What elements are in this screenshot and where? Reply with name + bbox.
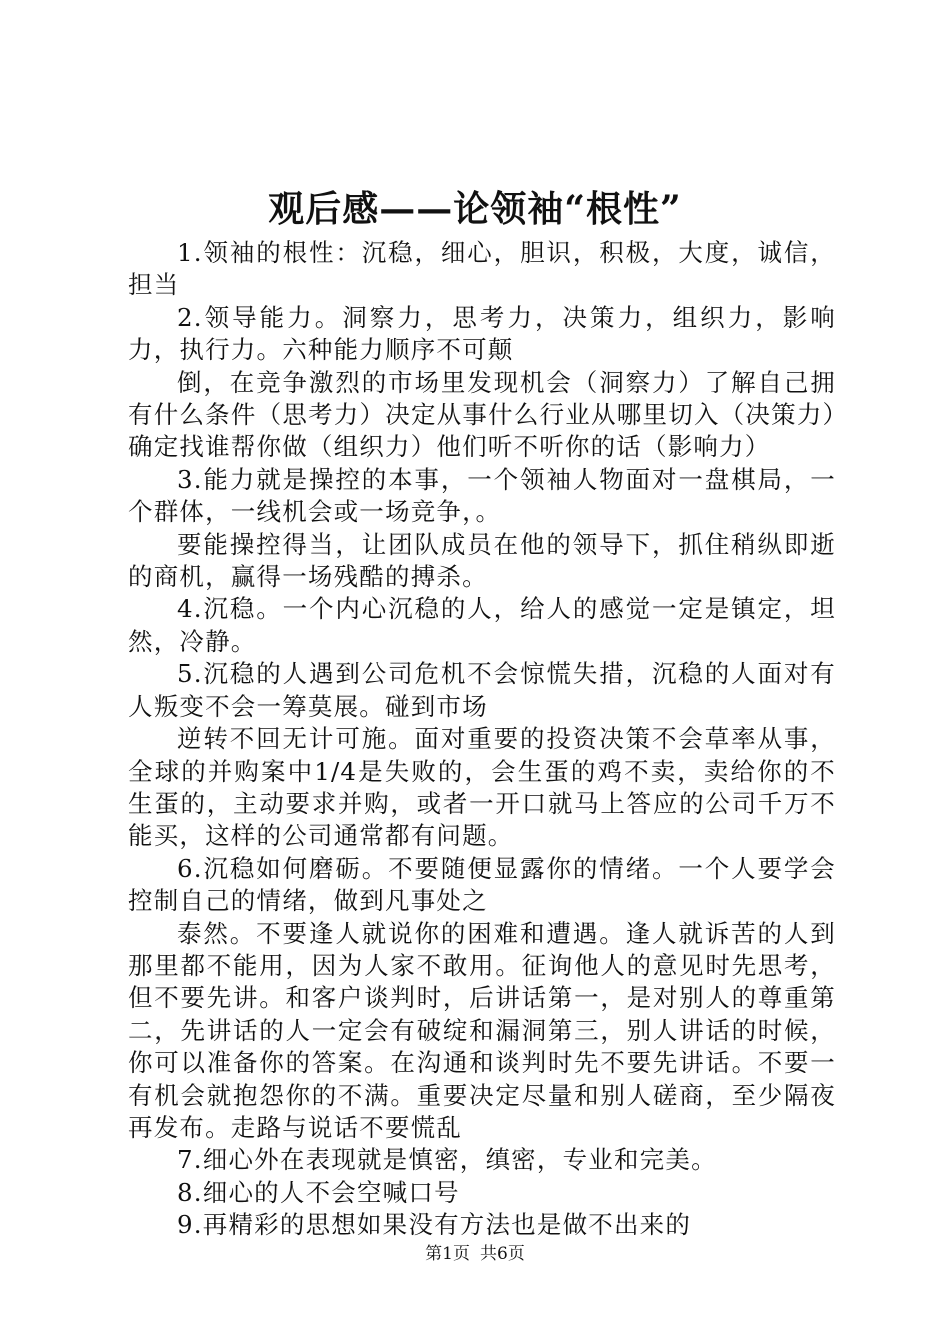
paragraph-13: 9.再精彩的思想如果没有方法也是做不出来的 xyxy=(177,1210,692,1240)
document-title: 观后感——论领袖“根性” xyxy=(268,188,682,230)
paragraph-1: 1.领袖的根性：沉稳，细心，胆识，积极，大度，诚信，担当 xyxy=(128,238,836,300)
paragraph-7: 5.沉稳的人遇到公司危机不会惊慌失措，沉稳的人面对有人叛变不会一筹莫展。碰到市场 xyxy=(128,659,836,721)
paragraph-12: 8.细心的人不会空喊口号 xyxy=(177,1177,460,1207)
paragraph-5: 要能操控得当，让团队成员在他的领导下，抓住稍纵即逝的商机，赢得一场残酷的搏杀。 xyxy=(128,529,836,592)
paragraph-6: 4.沉稳。一个内心沉稳的人，给人的感觉一定是镇定，坦然，冷静。 xyxy=(128,594,836,656)
paragraph-10: 泰然。不要逢人就说你的困难和遭遇。逢人就诉苦的人到那里都不能用，因为人家不敢用。征询他人的意见时先思考，但不要先讲。和客户谈判时，后讲话第一，是对别人的尊重第二，先讲话的人一定会有破绽和漏洞第三，别人讲话的时候，你可以准备你的答案。在沟通和谈判时先不要先讲话。不要一有机会就抱怨你的不满。重要决定尽量和别人磋商，至少隔夜再发布。走路与说话不要慌乱 xyxy=(128,918,836,1142)
paragraph-8: 逆转不回无计可施。面对重要的投资决策不会草率从事，全球的并购案中1/4是失败的，会生蛋的鸡不卖，卖给你的不生蛋的，主动要求并购，或者一开口就马上答应的公司千万不能买，这样的公司通常都有问题。 xyxy=(128,724,836,851)
paragraph-3: 倒，在竞争激烈的市场里发现机会（洞察力）了解自己拥有什么条件（思考力）决定从事什么行业从哪里切入（决策力）确定找谁帮你做（组织力）他们听不听你的话（影响力） xyxy=(128,367,836,462)
page-number: 第1页 xyxy=(425,1244,470,1264)
page-total: 共6页 xyxy=(480,1244,525,1264)
paragraph-4: 3.能力就是操控的本事，一个领袖人物面对一盘棋局，一个群体，一线机会或一场竞争，。 xyxy=(128,464,836,527)
paragraph-2: 2.领导能力。洞察力，思考力，决策力，组织力，影响力，执行力。六种能力顺序不可颠 xyxy=(128,302,836,365)
paragraph-9: 6.沉稳如何磨砺。不要随便显露你的情绪。一个人要学会控制自己的情绪，做到凡事处之 xyxy=(128,853,836,916)
page-footer xyxy=(0,1243,950,1265)
document-body xyxy=(128,237,836,1242)
paragraph-11: 7.细心外在表现就是慎密，缜密，专业和完美。 xyxy=(177,1145,717,1175)
